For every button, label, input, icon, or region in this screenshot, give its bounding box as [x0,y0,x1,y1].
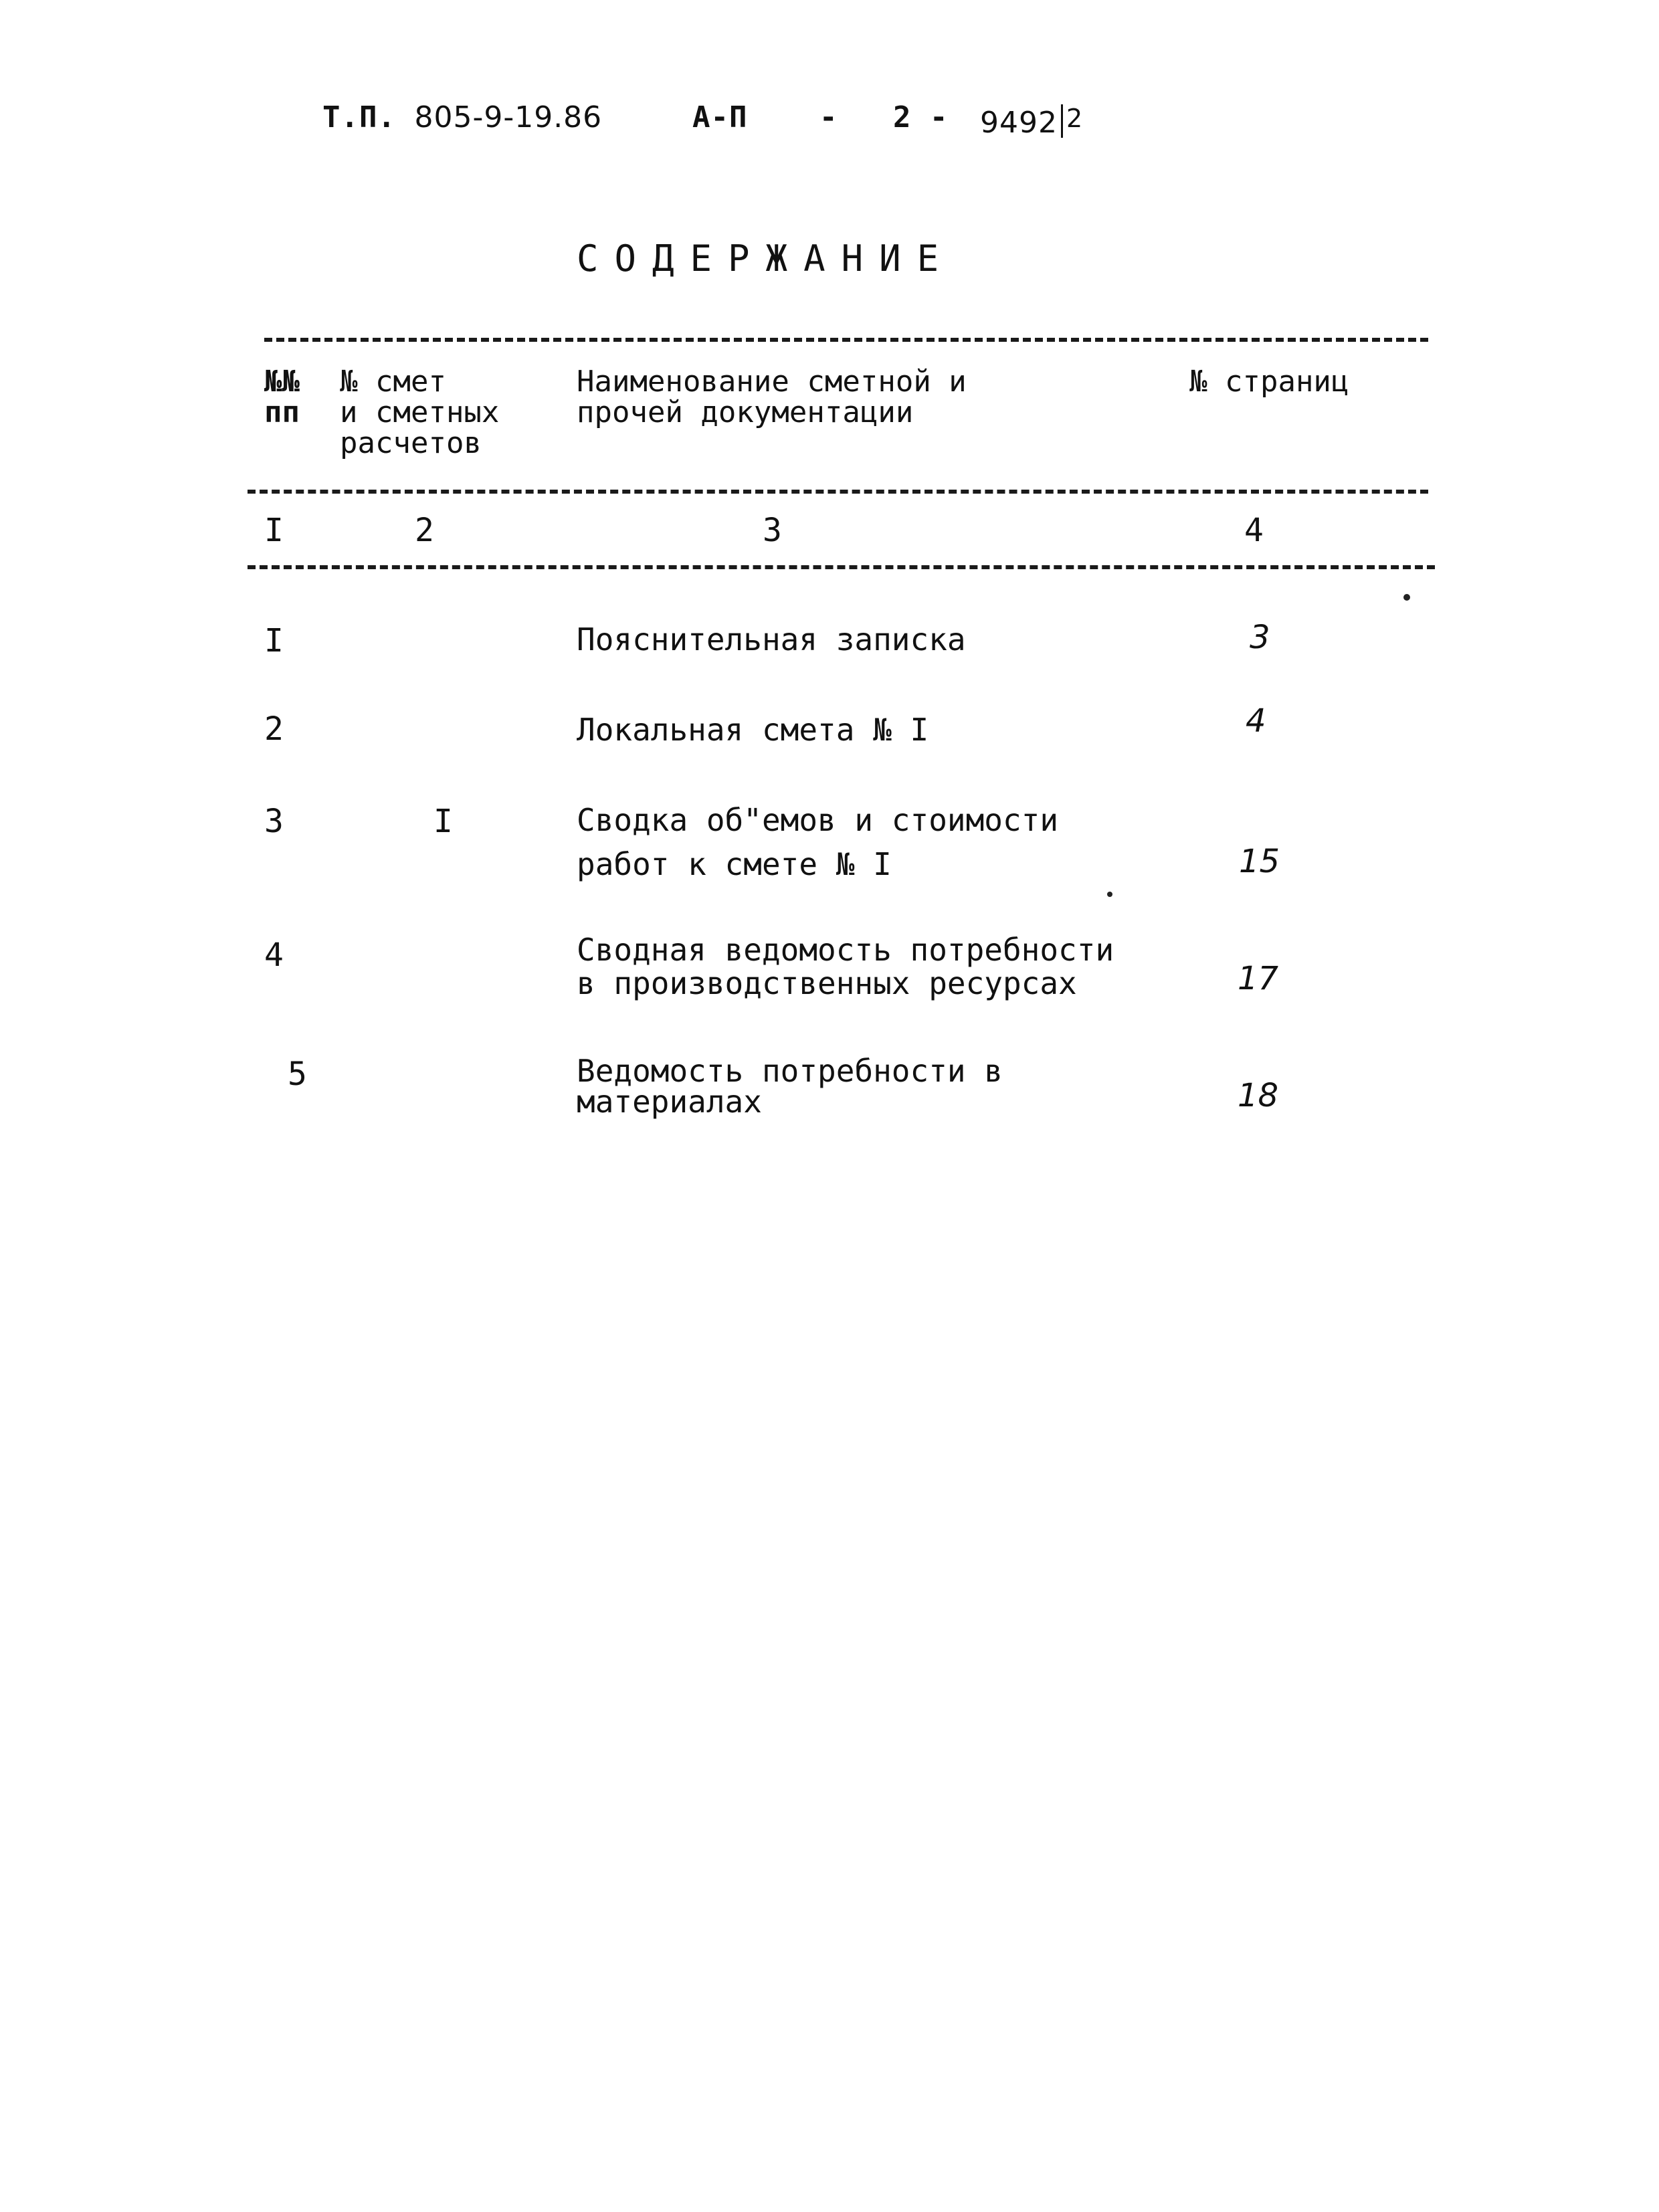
header-doc-separator [1061,104,1063,138]
header-tp-label: Т.П. [322,100,396,134]
row-3-number: 3 [264,803,284,840]
row-3-estimate: I [433,803,453,840]
table-numbers-rule [248,565,1435,569]
col-number-4: 4 [1244,512,1264,549]
row-4-number: 4 [264,936,284,974]
header-tp-number: 805-9-19.86 [414,100,603,134]
row-3-name [577,803,1058,882]
header-doc-number-main: 9492 [980,106,1058,140]
col-header-3-line1: Наименование сметной и [577,365,967,399]
row-1-number: I [264,622,284,660]
header-dash: - [819,100,838,134]
row-2-name: Локальная смета № I [577,712,929,748]
header-album: А-П [692,100,748,134]
header-tp [322,100,602,134]
header-doc-number [980,104,1083,140]
header-doc-suffix: 2 [1066,104,1084,133]
col-header-3-line2: прочей документации [577,395,914,429]
col-header-4 [1189,367,1349,397]
col-number-3: 3 [763,512,782,549]
col-header-1-line2: пп [264,395,300,429]
col-number-2: 2 [415,512,434,549]
header-dash-2: - [930,100,949,134]
row-2-number: 2 [264,710,284,748]
row-5-name-line2: материалах [577,1084,762,1120]
page-title: СОДЕРЖАНИЕ [577,237,955,280]
ink-speck-2 [1107,892,1112,897]
col-header-3 [577,367,967,428]
row-5-name [577,1053,1003,1120]
col-number-1: I [264,512,284,549]
row-5-name-line1: Ведомость потребности в [577,1053,1003,1089]
row-4-name-line1: Сводная ведомость потребности [577,932,1114,968]
col-header-4-line1: № страниц [1189,365,1349,399]
row-4-name [577,933,1114,1000]
col-header-2-line2: и сметных [340,395,500,429]
table-top-rule [264,338,1428,342]
col-header-2-line1: № смет [340,365,446,399]
row-3-name-line1: Сводка об"емов и стоимости [577,802,1059,838]
col-header-2-line3: расчетов [340,426,482,460]
row-4-page: 17 [1238,960,1279,997]
col-header-1 [264,367,300,428]
row-2-page: 4 [1246,702,1266,740]
ink-speck [1403,594,1410,601]
col-header-1-line1: №№ [264,365,300,399]
row-3-page: 15 [1239,843,1280,880]
row-4-name-line2: в производственных ресурсах [577,965,1077,1001]
row-5-page: 18 [1238,1077,1279,1114]
table-header-rule [248,490,1428,494]
row-1-name: Пояснительная записка [577,621,966,658]
col-header-2 [340,367,499,459]
header-page-number: 2 [893,100,912,134]
row-1-page: 3 [1250,619,1270,656]
row-3-name-line2: работ к смете № I [577,846,892,882]
row-5-number: 5 [288,1055,307,1093]
